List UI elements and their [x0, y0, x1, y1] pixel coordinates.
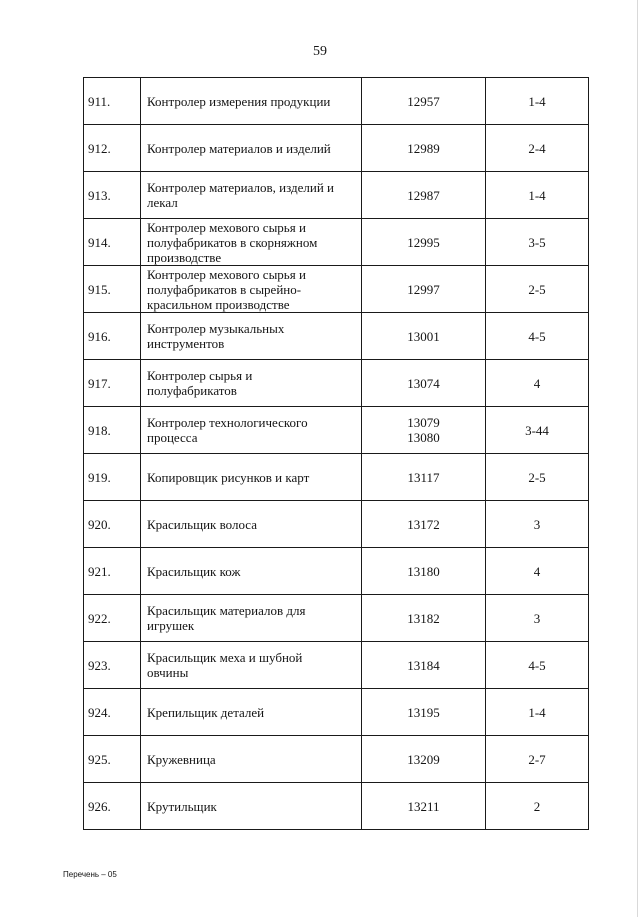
profession-code: 13209: [407, 751, 440, 767]
grade-range-cell: [486, 454, 589, 501]
profession-code-cell: [362, 407, 486, 454]
row-number-cell: [84, 642, 141, 689]
row-number: 913.: [88, 187, 111, 203]
row-number-cell: [84, 266, 141, 313]
grade-range: 4-5: [528, 328, 546, 344]
profession-title-cell: [141, 783, 362, 830]
profession-code: 13172: [407, 516, 440, 532]
profession-code: 13180: [407, 563, 440, 579]
profession-title: Контролер материалов, изделий и лекал: [147, 180, 334, 210]
row-number-cell: [84, 313, 141, 360]
table-row: [84, 360, 589, 407]
table-row: [84, 454, 589, 501]
table-row: [84, 501, 589, 548]
grade-range-cell: [486, 313, 589, 360]
profession-title-cell: [141, 172, 362, 219]
profession-code-cell: [362, 125, 486, 172]
profession-code: 13074: [407, 375, 440, 391]
row-number: 924.: [88, 704, 111, 720]
profession-code: 12987: [407, 187, 440, 203]
table-row: [84, 407, 589, 454]
grade-range: 2: [533, 798, 541, 814]
row-number: 919.: [88, 469, 111, 485]
profession-title: Контролер технологического процесса: [147, 415, 308, 445]
row-number-cell: [84, 219, 141, 266]
profession-title-cell: [141, 501, 362, 548]
grade-range-cell: [486, 407, 589, 454]
grade-range: 1-4: [528, 187, 546, 203]
profession-title: Контролер мехового сырья и полуфабрикатов в скорняжном производстве: [147, 219, 318, 265]
profession-code-cell: [362, 313, 486, 360]
profession-code-cell: [362, 642, 486, 689]
profession-title-cell: [141, 219, 362, 266]
table-row: [84, 783, 589, 830]
footer-note: Перечень – 05: [63, 870, 117, 879]
row-number: 923.: [88, 657, 111, 673]
profession-code-cell: [362, 595, 486, 642]
profession-code: 13195: [407, 704, 440, 720]
profession-code: 12997: [407, 281, 440, 297]
profession-code-cell: [362, 219, 486, 266]
row-number-cell: [84, 548, 141, 595]
grade-range: 2-5: [528, 281, 546, 297]
profession-code-cell: [362, 689, 486, 736]
table-row: [84, 313, 589, 360]
row-number-cell: [84, 783, 141, 830]
profession-code: 13117: [407, 469, 440, 485]
grade-range: 3: [533, 516, 541, 532]
grade-range: 4: [533, 375, 541, 391]
profession-title: Красильщик материалов для игрушек: [147, 603, 306, 633]
row-number-cell: [84, 360, 141, 407]
profession-code: 13182: [407, 610, 440, 626]
grade-range-cell: [486, 219, 589, 266]
grade-range: 4: [533, 563, 541, 579]
profession-table: [83, 77, 589, 830]
profession-title: Контролер мехового сырья и полуфабрикатов в сырейно- красильном производстве: [147, 266, 306, 312]
profession-title-cell: [141, 642, 362, 689]
profession-title: Контролер измерения продукции: [147, 93, 331, 109]
grade-range-cell: [486, 595, 589, 642]
table-row: [84, 78, 589, 125]
grade-range: 4-5: [528, 657, 546, 673]
table-row: [84, 125, 589, 172]
profession-title-cell: [141, 360, 362, 407]
row-number: 917.: [88, 375, 111, 391]
grade-range: 2-7: [528, 751, 546, 767]
profession-title-cell: [141, 78, 362, 125]
table-row: [84, 595, 589, 642]
profession-code: 12957: [407, 93, 440, 109]
row-number-cell: [84, 736, 141, 783]
profession-title: Крепильщик деталей: [147, 704, 265, 720]
grade-range-cell: [486, 642, 589, 689]
profession-title-cell: [141, 407, 362, 454]
row-number: 914.: [88, 234, 111, 250]
profession-title-cell: [141, 454, 362, 501]
page-edge-line: [637, 0, 638, 917]
row-number-cell: [84, 172, 141, 219]
profession-code: 13079 13080: [407, 415, 440, 445]
grade-range-cell: [486, 78, 589, 125]
grade-range: 1-4: [528, 93, 546, 109]
profession-title: Красильщик меха и шубной овчины: [147, 650, 303, 680]
row-number: 918.: [88, 422, 111, 438]
profession-code-cell: [362, 783, 486, 830]
grade-range: 3-5: [528, 234, 546, 250]
profession-title: Кружевница: [147, 751, 216, 767]
row-number-cell: [84, 595, 141, 642]
row-number-cell: [84, 407, 141, 454]
grade-range-cell: [486, 501, 589, 548]
row-number-cell: [84, 125, 141, 172]
profession-title: Крутильщик: [147, 798, 217, 814]
profession-title: Контролер сырья и полуфабрикатов: [147, 368, 253, 398]
profession-title-cell: [141, 125, 362, 172]
profession-title-cell: [141, 689, 362, 736]
table-row: [84, 172, 589, 219]
grade-range-cell: [486, 266, 589, 313]
grade-range: 3: [533, 610, 541, 626]
row-number: 915.: [88, 281, 111, 297]
profession-code: 13001: [407, 328, 440, 344]
row-number: 925.: [88, 751, 111, 767]
profession-code-cell: [362, 78, 486, 125]
row-number: 912.: [88, 140, 111, 156]
row-number: 921.: [88, 563, 111, 579]
table-row: [84, 736, 589, 783]
row-number-cell: [84, 454, 141, 501]
table-body: [84, 78, 589, 830]
profession-title-cell: [141, 548, 362, 595]
row-number-cell: [84, 78, 141, 125]
table-row: [84, 642, 589, 689]
profession-title-cell: [141, 736, 362, 783]
row-number: 911.: [88, 93, 111, 109]
profession-code: 12995: [407, 234, 440, 250]
profession-title: Контролер материалов и изделий: [147, 140, 331, 156]
grade-range-cell: [486, 689, 589, 736]
row-number: 920.: [88, 516, 111, 532]
grade-range: 1-4: [528, 704, 546, 720]
row-number-cell: [84, 689, 141, 736]
grade-range: 2-4: [528, 140, 546, 156]
profession-code: 13211: [407, 798, 440, 814]
table-row: [84, 219, 589, 266]
grade-range-cell: [486, 360, 589, 407]
grade-range-cell: [486, 125, 589, 172]
row-number: 926.: [88, 798, 111, 814]
profession-code-cell: [362, 736, 486, 783]
grade-range-cell: [486, 548, 589, 595]
grade-range-cell: [486, 736, 589, 783]
row-number: 922.: [88, 610, 111, 626]
profession-title: Контролер музыкальных инструментов: [147, 321, 285, 351]
profession-code-cell: [362, 454, 486, 501]
profession-title: Красильщик волоса: [147, 516, 258, 532]
grade-range-cell: [486, 172, 589, 219]
profession-title: Копировщик рисунков и карт: [147, 469, 310, 485]
profession-code: 13184: [407, 657, 440, 673]
table-row: [84, 689, 589, 736]
row-number-cell: [84, 501, 141, 548]
grade-range-cell: [486, 783, 589, 830]
page-number: 59: [313, 44, 327, 59]
profession-code: 12989: [407, 140, 440, 156]
profession-title-cell: [141, 313, 362, 360]
row-number: 916.: [88, 328, 111, 344]
profession-title: Красильщик кож: [147, 563, 241, 579]
profession-title-cell: [141, 266, 362, 313]
grade-range: 3-44: [525, 422, 549, 438]
grade-range: 2-5: [528, 469, 546, 485]
table-row: [84, 266, 589, 313]
profession-code-cell: [362, 266, 486, 313]
profession-code-cell: [362, 501, 486, 548]
profession-code-cell: [362, 548, 486, 595]
table-row: [84, 548, 589, 595]
profession-title-cell: [141, 595, 362, 642]
profession-code-cell: [362, 172, 486, 219]
profession-code-cell: [362, 360, 486, 407]
